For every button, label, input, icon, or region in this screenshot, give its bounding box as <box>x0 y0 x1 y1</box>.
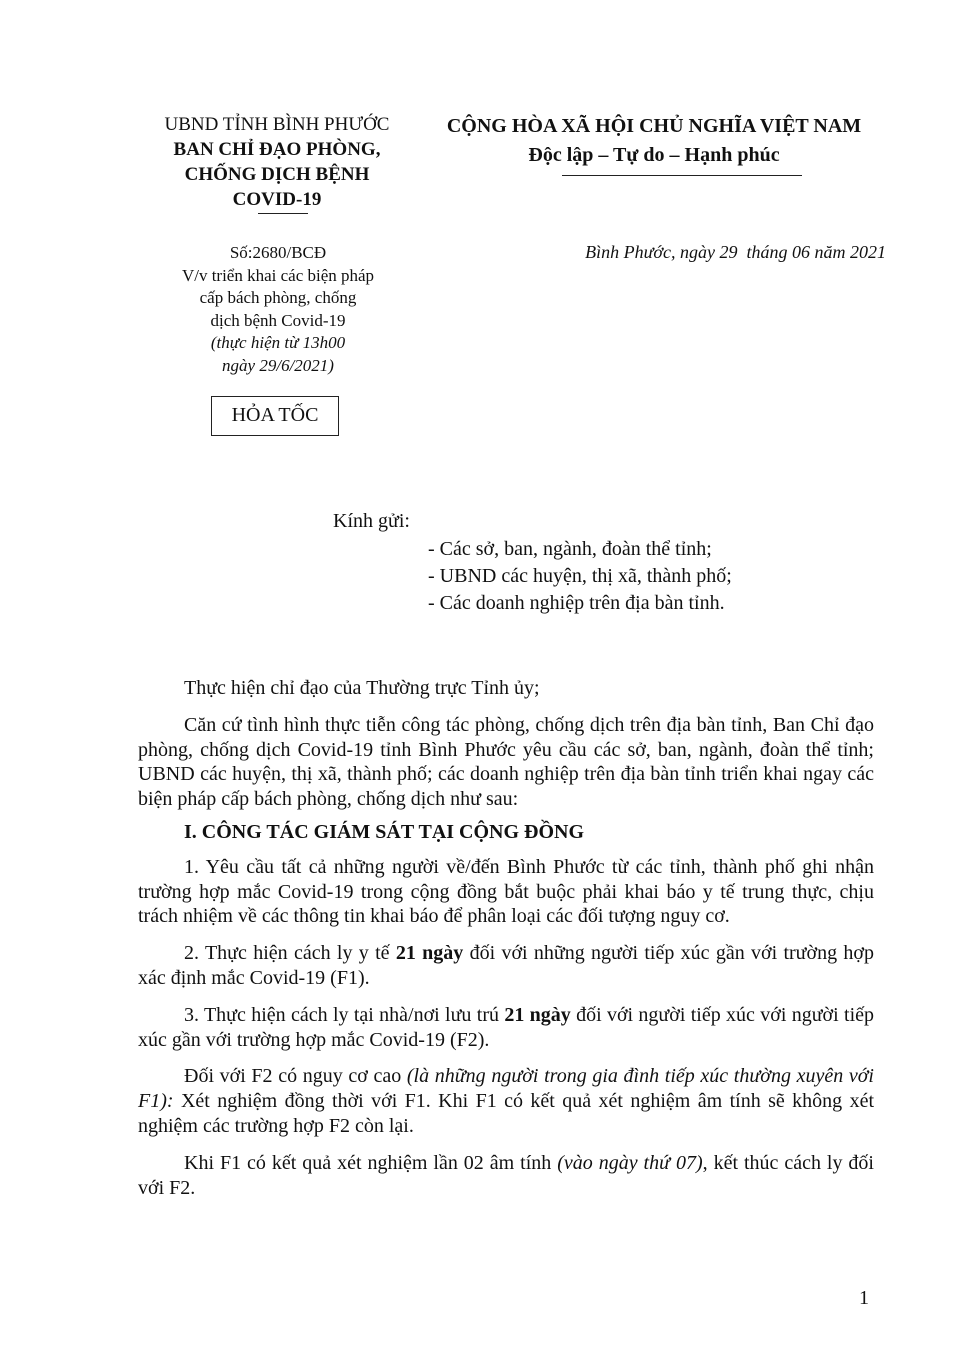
list-item-2-bold: 21 ngày <box>395 942 464 965</box>
paragraph-f2 <box>138 1064 874 1138</box>
document-number-prefix: Số: <box>229 243 253 262</box>
subject-line-1: V/v triển khai các biện pháp <box>181 265 375 285</box>
office-name-line2: CHỐNG DỊCH BỆNH <box>184 164 370 185</box>
urgent-stamp-box <box>211 396 339 436</box>
date-year: năm 2021 <box>810 242 886 262</box>
date-place: Bình Phước, ngày <box>585 242 720 262</box>
motto-underline <box>562 175 802 176</box>
paragraph-directive: Thực hiện chỉ đạo của Thường trực Tỉnh ủy; <box>184 677 540 699</box>
page-number: 1 <box>859 1287 869 1309</box>
document-meta <box>148 242 408 377</box>
section-heading-1: I. CÔNG TÁC GIÁM SÁT TẠI CỘNG ĐỒNG <box>184 820 585 843</box>
office-name-line3: COVID-19 <box>232 189 322 210</box>
list-item-3 <box>138 1003 874 1053</box>
list-item-3-bold: 21 ngày <box>504 1003 571 1026</box>
urgent-label: HỎA TỐC <box>231 404 319 426</box>
list-item-3-text: 3. Thực hiện cách ly tại nhà/nơi lưu trú <box>184 1003 505 1026</box>
office-name-line1: BAN CHỈ ĐẠO PHÒNG, <box>173 139 381 160</box>
authority-underline <box>258 213 308 214</box>
country-name: CỘNG HÒA XÃ HỘI CHỦ NGHĨA VIỆT NAM <box>446 115 862 137</box>
list-item-1: 1. Yêu cầu tất cả những người về/đến Bình Phước từ các tỉnh, thành phố ghi nhận trường hợp mắc Covid-19 trong cộng đồng bắt buộc phải khai báo y tế trung thực, chịu trách nhiệm về các thông tin khai báo để phân loại các đối tượng nguy cơ. <box>138 855 874 928</box>
paragraph-f1-rest: , kết thúc cách ly đối với F2. <box>138 1151 874 1199</box>
recipient-item: - UBND các huyện, thị xã, thành phố; <box>428 565 732 587</box>
date-month-label: tháng <box>737 242 792 262</box>
subject-note-2: ngày 29/6/2021) <box>222 355 334 375</box>
list-item-2-rest: đối với những người tiếp xúc gần với trường hợp xác định mắc Covid-19 (F1). <box>138 942 874 989</box>
document-body <box>138 676 874 1200</box>
paragraph-f1 <box>138 1151 874 1201</box>
issue-date <box>520 242 886 263</box>
national-motto: Độc lập – Tự do – Hạnh phúc <box>528 144 780 166</box>
list-item-2 <box>138 941 874 991</box>
list-item-2-text: 2. Thực hiện cách ly y tế <box>184 942 396 965</box>
national-header <box>424 112 884 170</box>
paragraph-f1-italic: (vào ngày thứ 07) <box>557 1151 703 1174</box>
paragraph-basis: Căn cứ tình hình thực tiễn công tác phòng, chống dịch trên địa bàn tỉnh, Ban Chỉ đạo phòng, chống dịch Covid-19 tỉnh Bình Phước yêu cầu các sở, ban, ngành, đoàn thể tỉnh; UBND các huyện, thị xã, thành phố; các doanh nghiệp trên địa bàn tỉnh triển khai ngay các biện pháp cấp bách phòng, chống dịch như sau: <box>138 713 874 811</box>
subject-line-2: cấp bách phòng, chống <box>199 288 357 307</box>
subject-note-1: (thực hiện từ 13h00 <box>210 333 346 352</box>
document-number-value: 2680/BCĐ <box>252 243 327 262</box>
recipient-list <box>428 536 732 617</box>
issuing-authority-block <box>120 112 434 212</box>
paragraph-f2-rest: Xét nghiệm đồng thời với F1. Khi F1 có kết quả xét nghiệm âm tính sẽ không xét nghiệm các trường hợp F2 còn lại. <box>138 1090 874 1137</box>
subject-line-3: dịch bệnh Covid-19 <box>210 310 346 330</box>
authority-name: UBND TỈNH BÌNH PHƯỚC <box>164 114 390 135</box>
paragraph-f1-text: Khi F1 có kết quả xét nghiệm lần 02 âm tính <box>184 1151 558 1174</box>
list-item-3-rest: đối với người tiếp xúc với người tiếp xúc gần với trường hợp mắc Covid-19 (F2). <box>138 1003 875 1051</box>
salutation: Kính gửi: <box>333 510 410 532</box>
date-month: 06 <box>792 242 810 262</box>
paragraph-f2-text: Đối với F2 có nguy cơ cao <box>184 1065 407 1088</box>
paragraph-f2-italic: (là những người trong gia đình tiếp xúc thường xuyên với F1): <box>138 1065 874 1113</box>
document-number <box>148 242 408 265</box>
recipient-item: - Các doanh nghiệp trên địa bàn tỉnh. <box>428 592 725 614</box>
date-day: 29 <box>719 242 738 262</box>
recipient-item: - Các sở, ban, ngành, đoàn thể tỉnh; <box>428 538 712 560</box>
